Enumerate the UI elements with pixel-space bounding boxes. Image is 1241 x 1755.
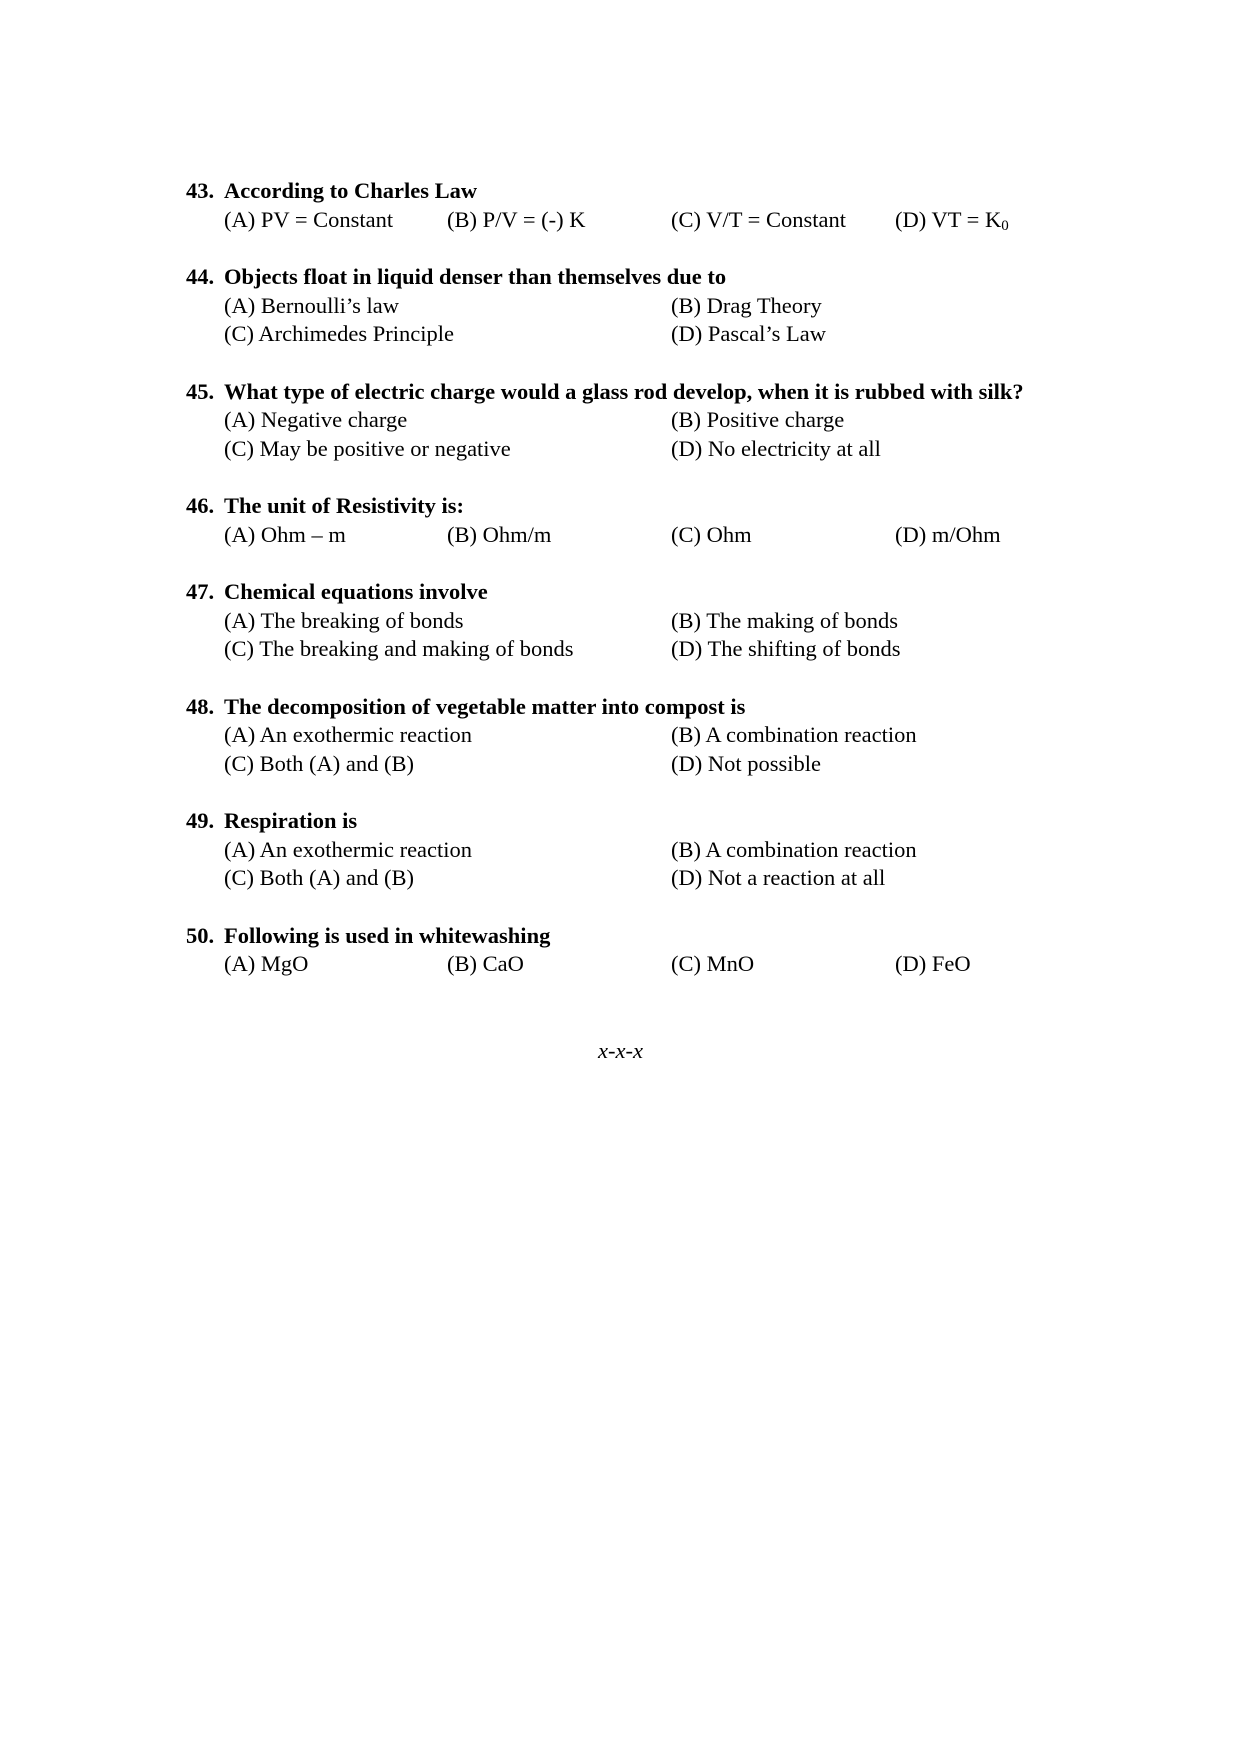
question-title (186, 492, 1086, 521)
question-paper-page (186, 177, 1086, 1008)
answer-option-text: (C) The breaking and making of bonds (224, 636, 574, 661)
answer-option (671, 635, 1118, 664)
answer-options (186, 607, 1086, 664)
answer-option-text: (A) The breaking of bonds (224, 607, 464, 633)
answer-option-text: (B) CaO (447, 951, 524, 976)
answer-option (895, 521, 1119, 550)
answer-option-text: (C) May be positive or negative (224, 435, 511, 461)
question-title (186, 922, 1086, 951)
answer-option (224, 836, 671, 865)
question-49 (186, 807, 1086, 893)
answer-option (671, 836, 1118, 865)
question-number: 44. (186, 264, 215, 289)
answer-option-text: (B) The making of bonds (671, 607, 899, 633)
question-46 (186, 492, 1086, 549)
question-title (186, 177, 1086, 206)
answer-option (671, 406, 1118, 435)
answer-option (224, 635, 671, 664)
answer-option-text: (D) VT = K (895, 206, 1002, 232)
question-48 (186, 693, 1086, 779)
subscript: 0 (1001, 217, 1009, 234)
answer-options (186, 292, 1086, 349)
answer-option-text: (C) MnO (671, 951, 755, 976)
question-title (186, 807, 1086, 836)
answer-option (224, 721, 671, 750)
question-text: Objects float in liquid denser than themselves due to (224, 264, 727, 289)
answer-option (671, 435, 1118, 464)
answer-option (224, 406, 671, 435)
question-text: The decomposition of vegetable matter into compost is (224, 693, 746, 719)
question-number: 49. (186, 808, 215, 833)
answer-option-text: (A) An exothermic reaction (224, 722, 473, 747)
question-text: Respiration is (224, 808, 358, 833)
answer-option (671, 320, 1118, 349)
answer-option-text: (A) PV = Constant (224, 206, 394, 232)
answer-option (224, 320, 671, 349)
answer-options (186, 836, 1086, 893)
question-text: Chemical equations involve (224, 579, 488, 604)
answer-option-text: (A) Bernoulli’s law (224, 292, 399, 318)
answer-options (186, 721, 1086, 778)
question-title (186, 578, 1086, 607)
answer-options (186, 206, 1086, 235)
question-number: 48. (186, 693, 215, 719)
answer-option (895, 950, 1119, 979)
answer-option (224, 607, 671, 636)
answer-option-text: (B) A combination reaction (671, 722, 917, 747)
answer-option-text: (A) MgO (224, 951, 309, 976)
question-text: Following is used in whitewashing (224, 922, 551, 948)
question-title (186, 263, 1086, 292)
question-number: 45. (186, 378, 215, 404)
answer-option (895, 206, 1119, 235)
question-47 (186, 578, 1086, 664)
answer-option (671, 292, 1118, 321)
answer-option (671, 750, 1118, 779)
answer-option-text: (B) P/V = (-) K (447, 206, 586, 232)
question-45 (186, 378, 1086, 464)
answer-option-text: (C) Both (A) and (B) (224, 750, 414, 776)
question-text: According to Charles Law (224, 178, 478, 203)
answer-option (224, 950, 447, 979)
question-number: 50. (186, 922, 215, 948)
question-43 (186, 177, 1086, 234)
question-number: 47. (186, 579, 215, 604)
answer-option-text: (C) Archimedes Principle (224, 321, 454, 346)
answer-option-text: (D) m/Ohm (895, 521, 1001, 547)
answer-option-text: (C) Ohm (671, 521, 752, 547)
answer-option (671, 864, 1118, 893)
question-number: 43. (186, 178, 215, 203)
answer-option-text: (A) Negative charge (224, 407, 408, 432)
answer-option (671, 721, 1118, 750)
answer-option-text: (D) Not possible (671, 750, 821, 776)
answer-option (447, 521, 671, 550)
answer-option-text: (B) A combination reaction (671, 836, 917, 862)
answer-option (447, 950, 671, 979)
answer-option-text: (D) FeO (895, 951, 971, 976)
answer-option (671, 607, 1118, 636)
answer-options (186, 406, 1086, 463)
answer-option (447, 206, 671, 235)
question-number: 46. (186, 493, 215, 518)
answer-option-text: (D) Pascal’s Law (671, 321, 826, 346)
question-text: The unit of Resistivity is: (224, 493, 465, 518)
answer-option-text: (D) Not a reaction at all (671, 865, 886, 890)
question-50 (186, 922, 1086, 979)
answer-option (671, 521, 895, 550)
answer-options (186, 950, 1086, 979)
answer-option-text: (C) Both (A) and (B) (224, 865, 414, 890)
answer-option (224, 292, 671, 321)
answer-option-text: (B) Ohm/m (447, 521, 552, 547)
answer-option-text: (B) Positive charge (671, 407, 845, 432)
question-list (186, 177, 1086, 979)
answer-option (224, 750, 671, 779)
question-title (186, 693, 1086, 722)
answer-option (224, 521, 447, 550)
question-44 (186, 263, 1086, 349)
answer-option (671, 950, 895, 979)
end-of-paper-mark: x-x-x (598, 1038, 643, 1063)
answer-option-text: (A) Ohm – m (224, 521, 346, 547)
answer-option-text: (D) No electricity at all (671, 435, 881, 461)
answer-option-text: (D) The shifting of bonds (671, 636, 901, 661)
answer-option-text: (A) An exothermic reaction (224, 836, 473, 862)
answer-option-text: (C) V/T = Constant (671, 206, 846, 232)
answer-option (224, 435, 671, 464)
answer-option (224, 206, 447, 235)
answer-option (671, 206, 895, 235)
question-title (186, 378, 1086, 407)
question-text: What type of electric charge would a glass rod develop, when it is rubbed with silk? (224, 378, 1024, 404)
answer-option (224, 864, 671, 893)
answer-options (186, 521, 1086, 550)
answer-option-text: (B) Drag Theory (671, 292, 822, 318)
